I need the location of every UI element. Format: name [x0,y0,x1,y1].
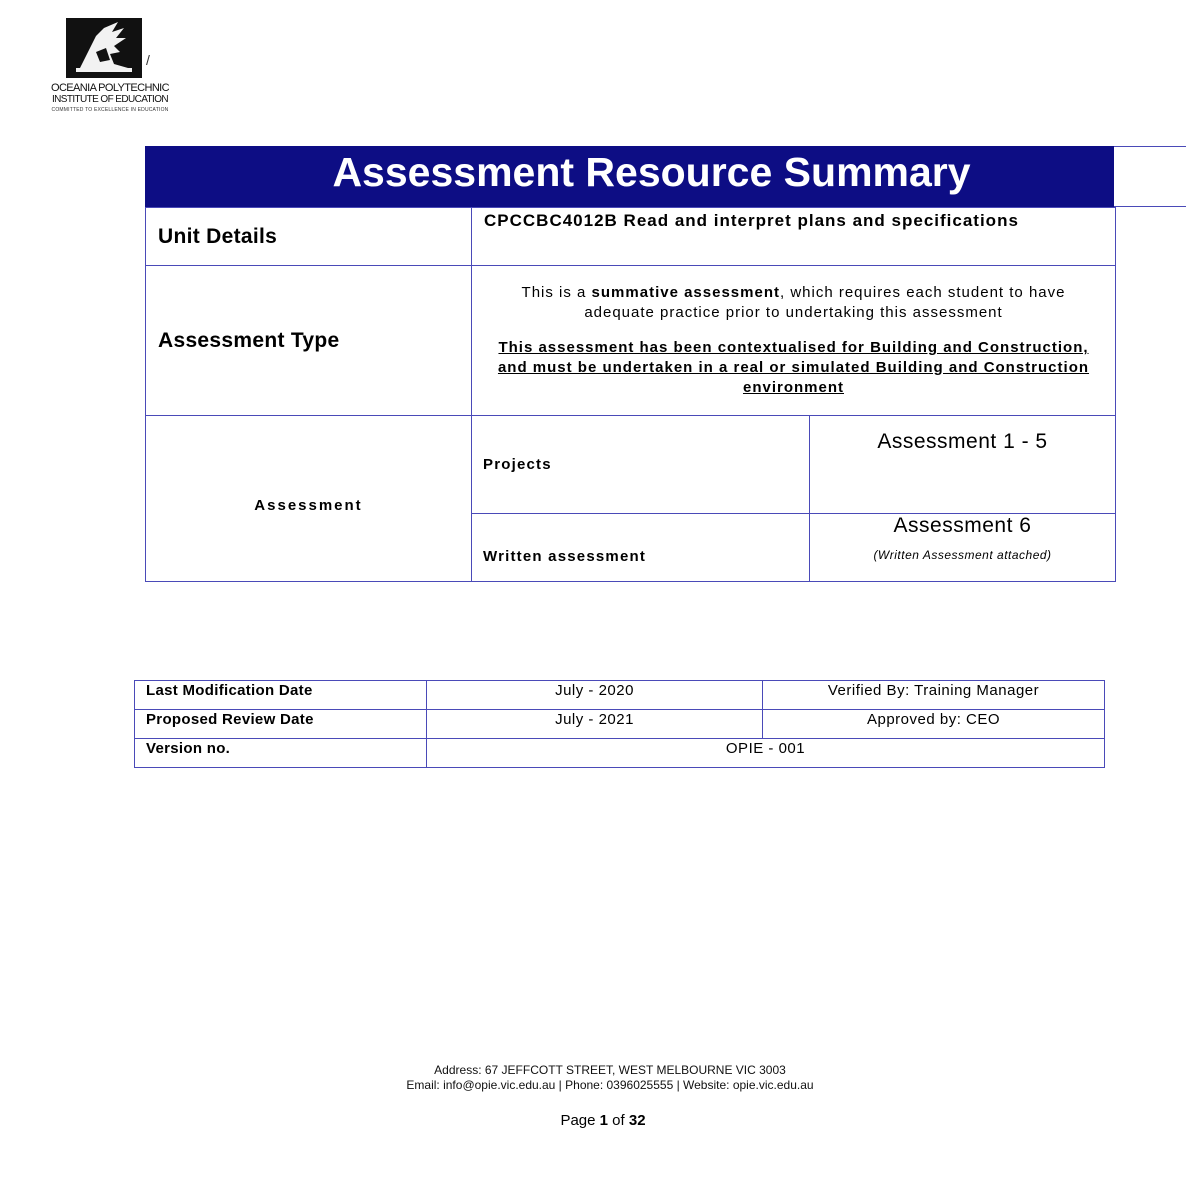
page-prefix: Page [560,1112,600,1129]
version-number-label: Version no. [135,739,427,768]
assessment-summary-table [145,207,1116,582]
banner-rule-bottom [1114,206,1186,207]
table-row [146,208,1116,266]
version-number-value: OPIE - 001 [427,739,1105,768]
page-of: of [608,1112,629,1129]
page-current: 1 [599,1112,608,1129]
banner-rule-top [1114,146,1186,147]
page-total: 32 [628,1112,646,1129]
intro-prefix: This is a [521,284,592,301]
approved-by: Approved by: CEO [763,710,1105,739]
assessment-context-note: This assessment has been contextualised for Building and Construction, and must be undertaken in a real or simulated Building and Construction environment [497,339,1090,396]
unit-details-label: Unit Details [146,208,472,266]
table-row [135,739,1105,768]
version-control-table [134,680,1105,768]
proposed-review-label: Proposed Review Date [135,710,427,739]
page-number [0,1112,1200,1129]
page-title-banner [145,146,1114,207]
resource-written [810,514,1116,582]
intro-suffix: , which requires each student to have adequate practice prior to undertaking this assessment [584,284,1066,321]
unit-code: CPCCBC4012B Read and interpret plans and specifications [472,208,1116,266]
proposed-review-date: July - 2021 [427,710,763,739]
logo-tagline: COMMITTED TO EXCELLENCE IN EDUCATION [51,107,169,113]
logo-slash-mark: / [146,52,150,68]
table-row [135,681,1105,710]
table-row [146,416,1116,514]
footer-address: Address: 67 JEFFCOTT STREET, WEST MELBOURNE VIC 3003 [434,1063,786,1077]
method-projects: Projects [472,416,810,514]
table-row [135,710,1105,739]
page-title: Assessment Resource Summary [332,149,971,195]
footer-contact: Email: info@opie.vic.edu.au | Phone: 0396025555 | Website: opie.vic.edu.au [406,1078,814,1092]
table-row [146,266,1116,416]
griffin-logo-icon [66,18,142,78]
institute-logo [30,16,190,116]
verified-by: Verified By: Training Manager [763,681,1105,710]
resource-projects: Assessment 1 - 5 [810,416,1116,514]
logo-org-line1: OCEANIA POLYTECHNIC [51,82,169,94]
last-modification-date: July - 2020 [427,681,763,710]
assessment-type-intro [484,283,1103,323]
resource-written-title: Assessment 6 [893,514,1032,537]
intro-bold: summative assessment [591,284,780,301]
resource-written-note: (Written Assessment attached) [873,548,1052,562]
logo-org-line2: INSTITUTE OF EDUCATION [51,94,169,105]
assessment-type-label: Assessment Type [146,266,472,416]
method-written: Written assessment [472,514,810,582]
last-modification-label: Last Modification Date [135,681,427,710]
assessment-label: Assessment [146,416,472,582]
assessment-type-description [472,266,1116,416]
